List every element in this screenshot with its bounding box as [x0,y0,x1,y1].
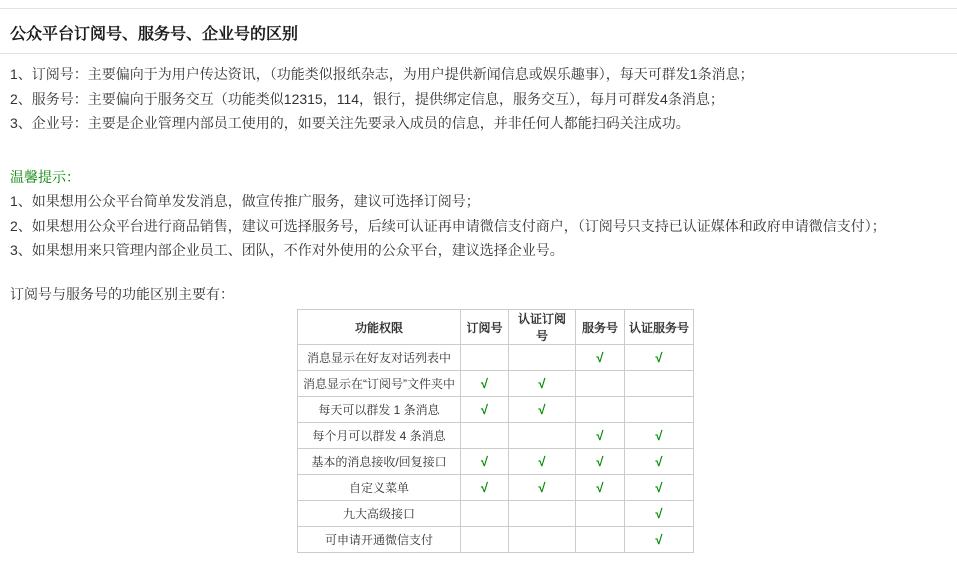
check-cell [509,371,576,397]
feature-cell: 每天可以群发 1 条消息 [298,397,461,423]
check-cell [461,449,509,475]
empty-cell [461,423,509,449]
tips-section [10,165,957,263]
check-cell [509,475,576,501]
table-row [298,423,694,449]
check-icon: √ [538,402,546,417]
feature-cell: 可申请开通微信支付 [298,527,461,553]
check-cell [461,397,509,423]
check-cell [509,397,576,423]
check-cell [461,371,509,397]
empty-cell [576,371,625,397]
table-header-cell-0: 功能权限 [298,310,461,345]
check-cell [625,527,694,553]
empty-cell [576,397,625,423]
table-head [298,310,694,345]
check-icon: √ [596,350,604,365]
empty-cell [509,423,576,449]
feature-cell: 自定义菜单 [298,475,461,501]
table-header-cell-3: 服务号 [576,310,625,345]
account-type-intro [10,62,957,136]
intro-line-subscription: 1、订阅号：主要偏向于为用户传达资讯，（功能类似报纸杂志，为用户提供新闻信息或娱乐趣事），每天可群发1条消息； [10,66,754,82]
empty-cell [509,501,576,527]
check-cell [625,423,694,449]
table-row [298,345,694,371]
table-row [298,449,694,475]
check-icon: √ [480,454,489,469]
intro-line-enterprise: 3、企业号：主要是企业管理内部员工使用的，如要关注先要录入成员的信息，并非任何人都能扫码关注成功。 [10,115,690,131]
check-icon: √ [655,454,663,469]
check-icon: √ [480,402,489,417]
empty-cell [461,501,509,527]
empty-cell [625,371,694,397]
table-row [298,475,694,501]
intro-line-service: 2、服务号：主要偏向于服务交互（功能类似12315，114，银行，提供绑定信息，服务交互），每月可群发4条消息； [10,90,724,107]
feature-cell: 每个月可以群发 4 条消息 [298,423,461,449]
table-row [298,371,694,397]
check-cell [625,475,694,501]
tip-line-1: 1、如果想用公众平台简单发发消息，做宣传推广服务，建议可选择订阅号； [10,193,480,209]
check-cell [625,345,694,371]
check-icon: √ [480,480,489,495]
table-lead-text: 订阅号与服务号的功能区别主要有： [10,285,234,302]
check-icon: √ [596,428,604,443]
table-row [298,527,694,553]
table-row [298,397,694,423]
check-icon: √ [596,480,604,495]
feature-cell: 九大高级接口 [298,501,461,527]
table-header-row [298,310,694,345]
table-header-cell-1: 订阅号 [461,310,509,345]
check-icon: √ [655,506,663,521]
check-icon: √ [538,480,546,495]
empty-cell [509,345,576,371]
check-cell [625,449,694,475]
check-cell [461,475,509,501]
empty-cell [576,501,625,527]
title-divider [0,53,957,54]
tip-line-2: 2、如果想用公众平台进行商品销售，建议可选择服务号，后续可认证再申请微信支付商户，（订阅号只支持已认证媒体和政府申请微信支付）； [10,217,886,234]
feature-cell: 消息显示在好友对话列表中 [298,345,461,371]
check-cell [576,475,625,501]
check-cell [509,449,576,475]
page [0,8,957,587]
check-cell [576,423,625,449]
empty-cell [509,527,576,553]
empty-cell [576,527,625,553]
empty-cell [461,345,509,371]
check-icon: √ [596,454,604,469]
check-icon: √ [655,480,663,495]
check-icon: √ [538,376,546,391]
top-divider [0,8,957,9]
check-icon: √ [480,376,489,391]
empty-cell [625,397,694,423]
check-icon: √ [655,428,663,443]
page-title: 公众平台订阅号、服务号、企业号的区别 [10,26,299,43]
feature-cell: 消息显示在“订阅号”文件夹中 [298,371,461,397]
table-header-cell-4: 认证服务号 [625,310,694,345]
tip-line-3: 3、如果想用来只管理内部企业员工、团队，不作对外使用的公众平台，建议选择企业号。 [10,242,564,258]
check-cell [625,501,694,527]
table-header-cell-2: 认证订阅号 [509,310,576,345]
tips-heading: 温馨提示： [10,168,80,185]
empty-cell [461,527,509,553]
check-icon: √ [655,532,663,547]
check-cell [576,345,625,371]
feature-comparison-table [297,309,694,553]
check-icon: √ [538,454,546,469]
check-cell [576,449,625,475]
feature-cell: 基本的消息接收/回复接口 [298,449,461,475]
table-body [298,345,694,553]
check-icon: √ [655,350,663,365]
table-row [298,501,694,527]
